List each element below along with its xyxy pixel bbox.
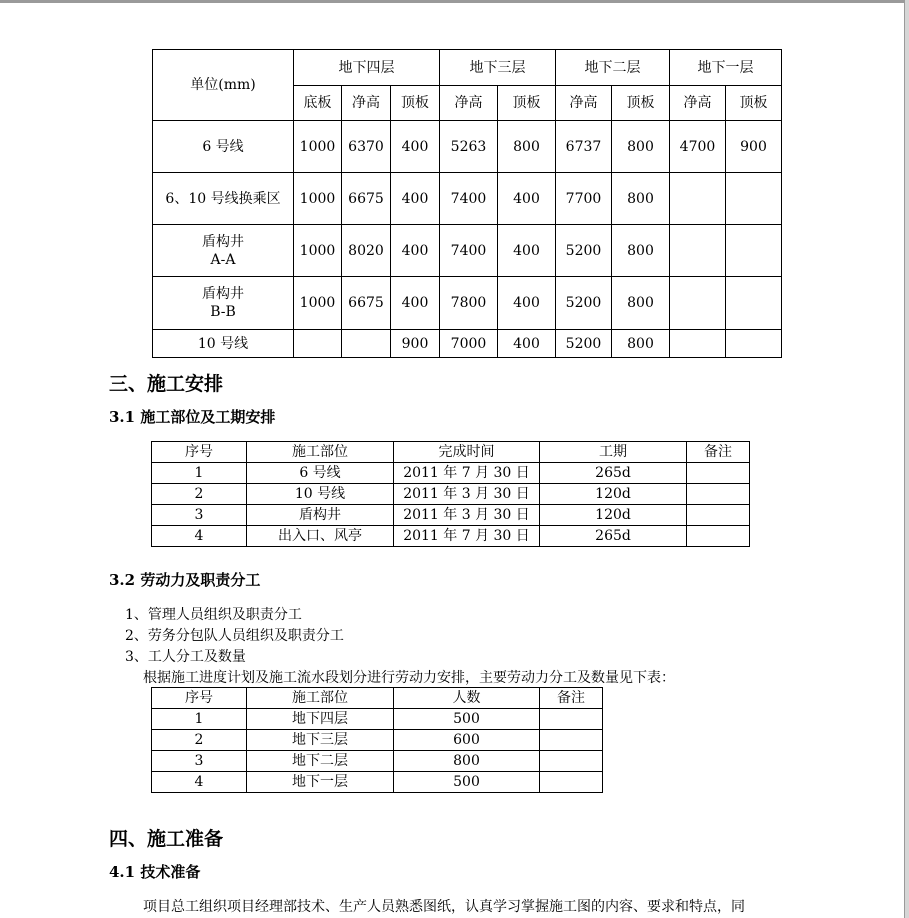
list-item: 1、管理人员组织及职责分工 bbox=[125, 607, 302, 623]
table-cell: 500 bbox=[394, 772, 540, 793]
table-cell: 8020 bbox=[342, 225, 391, 277]
table-cell: 2011 年 7 月 30 日 bbox=[394, 526, 540, 547]
table-cell: 6737 bbox=[556, 121, 612, 173]
unit-header: 单位(mm) bbox=[153, 50, 294, 121]
sub-header: 净高 bbox=[556, 86, 612, 121]
sub-header: 净高 bbox=[440, 86, 498, 121]
level-header: 地下一层 bbox=[670, 50, 782, 86]
column-header: 序号 bbox=[152, 688, 247, 709]
table-cell: 地下四层 bbox=[247, 709, 394, 730]
row-name: 盾构井 B-B bbox=[153, 277, 294, 330]
table-cell: 2011 年 3 月 30 日 bbox=[394, 505, 540, 526]
table-cell: 800 bbox=[612, 173, 670, 225]
table-cell: 2 bbox=[152, 484, 247, 505]
table-row bbox=[153, 277, 782, 330]
table-cell: 4700 bbox=[670, 121, 726, 173]
column-header: 施工部位 bbox=[247, 442, 394, 463]
table-cell: 800 bbox=[612, 330, 670, 358]
table-row bbox=[152, 526, 750, 547]
table-cell: 5200 bbox=[556, 330, 612, 358]
table-row bbox=[153, 225, 782, 277]
table-cell: 400 bbox=[391, 277, 440, 330]
table-cell: 400 bbox=[498, 225, 556, 277]
sub-header: 顶板 bbox=[391, 86, 440, 121]
table-cell: 7700 bbox=[556, 173, 612, 225]
sub-header: 净高 bbox=[670, 86, 726, 121]
table-cell: 6675 bbox=[342, 277, 391, 330]
subsection-title: 3.1 施工部位及工期安排 bbox=[109, 408, 276, 426]
table-cell: 1000 bbox=[294, 277, 342, 330]
sub-header: 底板 bbox=[294, 86, 342, 121]
subsection-title: 3.2 劳动力及职责分工 bbox=[109, 571, 261, 589]
row-name: 盾构井 A-A bbox=[153, 225, 294, 277]
table-cell: 1000 bbox=[294, 225, 342, 277]
table-cell bbox=[726, 225, 782, 277]
table-cell: 900 bbox=[391, 330, 440, 358]
list-item: 3、工人分工及数量 bbox=[125, 649, 246, 665]
table-cell bbox=[687, 463, 750, 484]
table-cell: 400 bbox=[391, 121, 440, 173]
table-cell: 4 bbox=[152, 772, 247, 793]
table-row bbox=[153, 121, 782, 173]
section-title: 四、施工准备 bbox=[109, 828, 224, 850]
table-cell bbox=[670, 330, 726, 358]
table-header-row bbox=[152, 442, 750, 463]
table-row bbox=[152, 772, 603, 793]
table-cell: 2 bbox=[152, 730, 247, 751]
table-cell: 7400 bbox=[440, 173, 498, 225]
table-row bbox=[153, 173, 782, 225]
table-row bbox=[152, 730, 603, 751]
table-cell: 120d bbox=[540, 505, 687, 526]
table-cell bbox=[726, 277, 782, 330]
table-cell: 10 号线 bbox=[247, 484, 394, 505]
section-title: 三、施工安排 bbox=[109, 373, 224, 395]
table-cell: 地下三层 bbox=[247, 730, 394, 751]
paragraph: 项目总工组织项目经理部技术、生产人员熟悉图纸，认真学习掌握施工图的内容、要求和特点，同 bbox=[143, 899, 745, 915]
column-header: 工期 bbox=[540, 442, 687, 463]
table-cell: 5200 bbox=[556, 277, 612, 330]
table-cell: 7800 bbox=[440, 277, 498, 330]
table-cell: 6675 bbox=[342, 173, 391, 225]
table-row bbox=[152, 751, 603, 772]
table-cell: 400 bbox=[391, 173, 440, 225]
table-row bbox=[152, 709, 603, 730]
table-cell bbox=[726, 173, 782, 225]
table-cell: 5200 bbox=[556, 225, 612, 277]
table-cell: 400 bbox=[498, 173, 556, 225]
table-cell: 800 bbox=[612, 121, 670, 173]
column-header: 序号 bbox=[152, 442, 247, 463]
table-cell bbox=[687, 484, 750, 505]
table-cell: 6370 bbox=[342, 121, 391, 173]
list-item: 2、劳务分包队人员组织及职责分工 bbox=[125, 628, 344, 644]
row-name: 6、10 号线换乘区 bbox=[153, 173, 294, 225]
table-cell: 400 bbox=[498, 277, 556, 330]
table-cell bbox=[540, 772, 603, 793]
table-row bbox=[153, 330, 782, 358]
paragraph: 根据施工进度计划及施工流水段划分进行劳动力安排，主要劳动力分工及数量见下表： bbox=[143, 670, 675, 686]
table-row bbox=[152, 463, 750, 484]
table-cell: 4 bbox=[152, 526, 247, 547]
sub-header: 顶板 bbox=[726, 86, 782, 121]
table-header-row bbox=[152, 688, 603, 709]
labor-table bbox=[151, 687, 603, 793]
table-cell: 1 bbox=[152, 709, 247, 730]
table-cell: 265d bbox=[540, 463, 687, 484]
table-cell: 120d bbox=[540, 484, 687, 505]
table-cell bbox=[540, 709, 603, 730]
level-header: 地下二层 bbox=[556, 50, 670, 86]
row-name: 10 号线 bbox=[153, 330, 294, 358]
table-cell: 7400 bbox=[440, 225, 498, 277]
table-cell bbox=[687, 526, 750, 547]
dimension-table bbox=[152, 49, 782, 358]
table-cell: 500 bbox=[394, 709, 540, 730]
table-cell: 800 bbox=[498, 121, 556, 173]
table-cell: 265d bbox=[540, 526, 687, 547]
table-cell: 800 bbox=[394, 751, 540, 772]
table-row bbox=[152, 505, 750, 526]
table-cell: 400 bbox=[498, 330, 556, 358]
table-cell: 400 bbox=[391, 225, 440, 277]
page-frame-top bbox=[0, 0, 909, 3]
table-cell: 盾构井 bbox=[247, 505, 394, 526]
sub-header: 顶板 bbox=[612, 86, 670, 121]
sub-header: 净高 bbox=[342, 86, 391, 121]
page-scrollbar[interactable] bbox=[904, 0, 909, 918]
table-cell bbox=[687, 505, 750, 526]
sub-header: 顶板 bbox=[498, 86, 556, 121]
table-row bbox=[152, 484, 750, 505]
table-cell: 3 bbox=[152, 751, 247, 772]
table-cell: 1 bbox=[152, 463, 247, 484]
column-header: 备注 bbox=[540, 688, 603, 709]
table-cell: 6 号线 bbox=[247, 463, 394, 484]
table-cell bbox=[670, 173, 726, 225]
table-cell: 800 bbox=[612, 225, 670, 277]
table-cell bbox=[726, 330, 782, 358]
table-cell: 1000 bbox=[294, 121, 342, 173]
table-cell: 出入口、风亭 bbox=[247, 526, 394, 547]
table-cell bbox=[670, 277, 726, 330]
table-cell bbox=[342, 330, 391, 358]
table-cell: 地下二层 bbox=[247, 751, 394, 772]
column-header: 施工部位 bbox=[247, 688, 394, 709]
table-cell bbox=[540, 751, 603, 772]
table-cell: 800 bbox=[612, 277, 670, 330]
table-cell: 地下一层 bbox=[247, 772, 394, 793]
table-cell: 2011 年 7 月 30 日 bbox=[394, 463, 540, 484]
column-header: 人数 bbox=[394, 688, 540, 709]
table-cell: 900 bbox=[726, 121, 782, 173]
table-cell bbox=[670, 225, 726, 277]
table-cell bbox=[294, 330, 342, 358]
table-cell bbox=[540, 730, 603, 751]
table-cell: 1000 bbox=[294, 173, 342, 225]
level-header: 地下四层 bbox=[294, 50, 440, 86]
table-cell: 5263 bbox=[440, 121, 498, 173]
schedule-table bbox=[151, 441, 750, 547]
table-cell: 600 bbox=[394, 730, 540, 751]
column-header: 完成时间 bbox=[394, 442, 540, 463]
table-cell: 2011 年 3 月 30 日 bbox=[394, 484, 540, 505]
table-cell: 3 bbox=[152, 505, 247, 526]
subsection-title: 4.1 技术准备 bbox=[109, 863, 201, 881]
column-header: 备注 bbox=[687, 442, 750, 463]
row-name: 6 号线 bbox=[153, 121, 294, 173]
level-header: 地下三层 bbox=[440, 50, 556, 86]
table-cell: 7000 bbox=[440, 330, 498, 358]
